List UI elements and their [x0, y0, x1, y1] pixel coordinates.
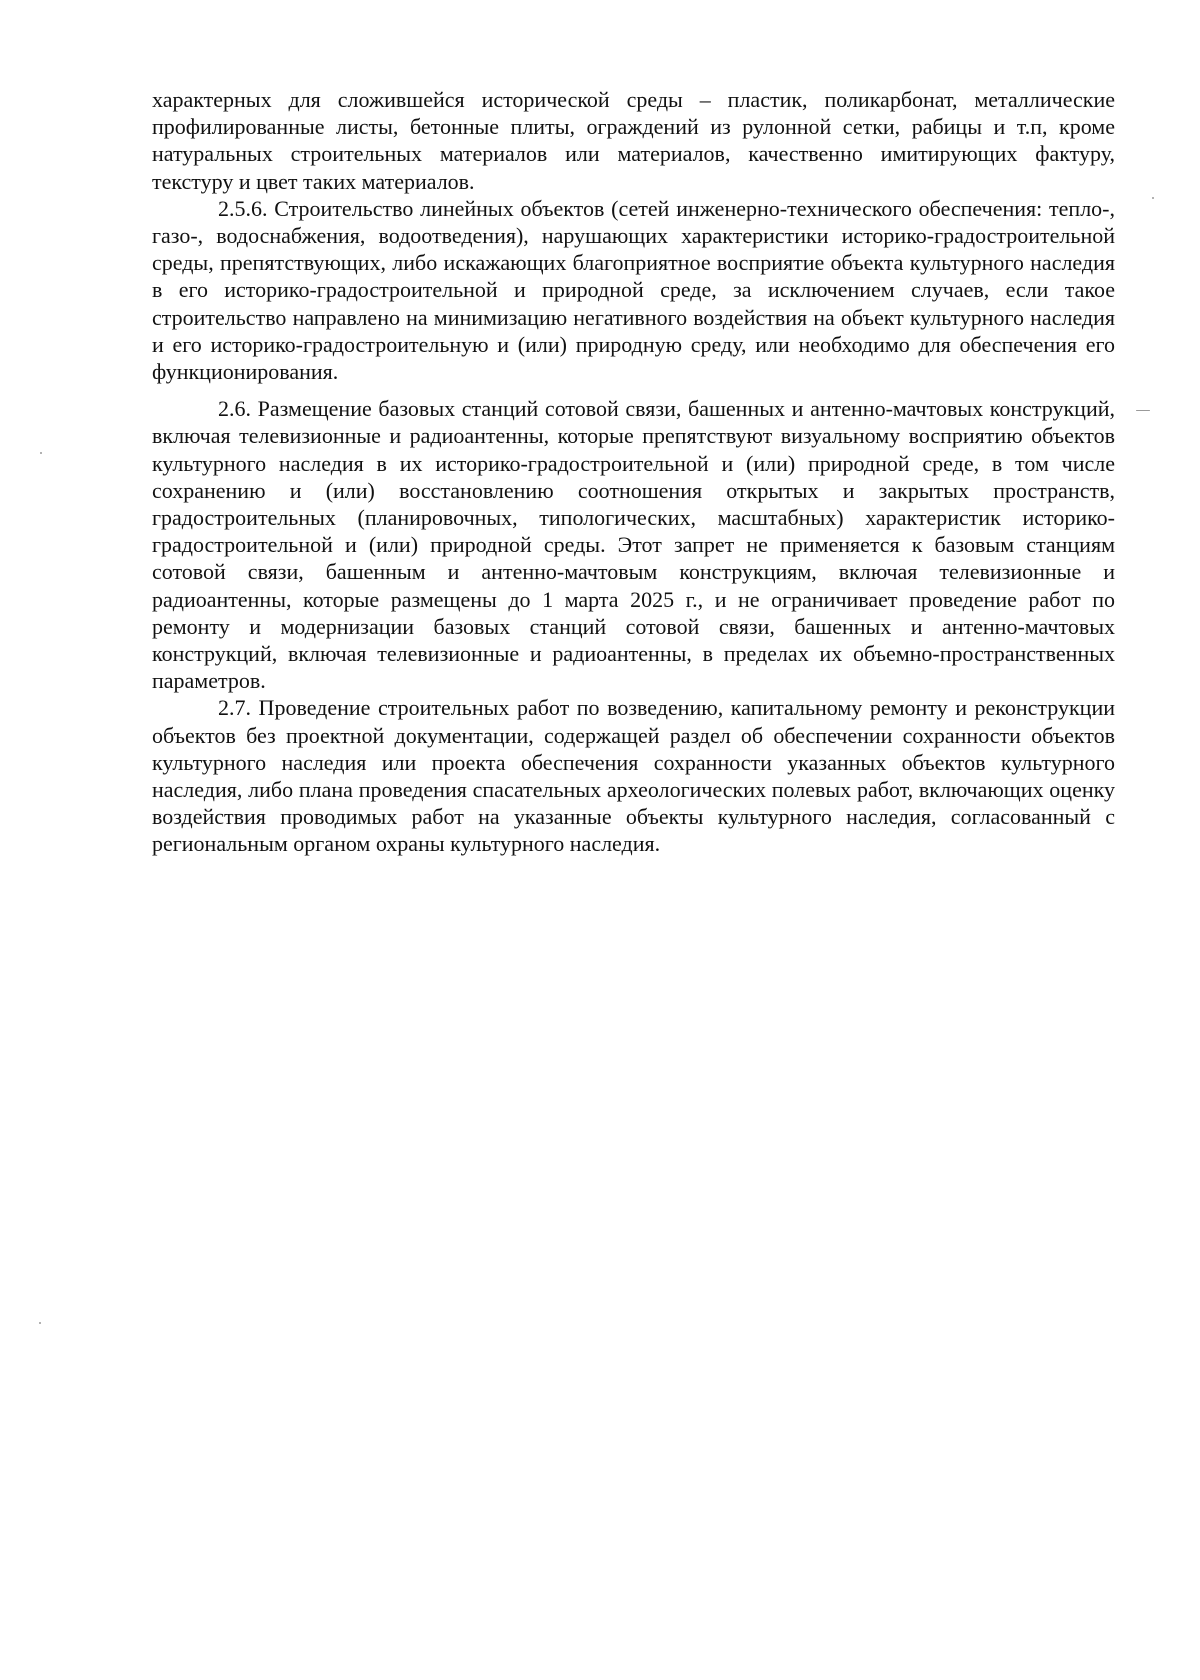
scan-speck [1152, 197, 1154, 199]
scan-speck [1136, 410, 1150, 411]
paragraph-2-5-6: 2.5.6. Строительство линейных объектов (сетей инженерно-технического обеспечения: тепло-, газо-, водоснабжения, водоотведения), нарушающих характеристики историко-градостроительной среды, препятствующих, либо искажающих благоприятное восприятие объекта культурного наследия в его историко-градостроительной и природной среде, за исключением случаев, если такое строительство направлено на минимизацию негативного воздействия на объект культурного наследия и его историко-градостроительную и (или) природную среду, или необходимо для обеспечения его функционирования. [152, 195, 1115, 385]
document-body [152, 86, 1115, 858]
paragraph-continuation: характерных для сложившейся исторической среды – пластик, поликарбонат, металлические профилированные листы, бетонные плиты, ограждений из рулонной сетки, рабицы и т.п, кроме натуральных строительных материалов или материалов, качественно имитирующих фактуру, текстуру и цвет таких материалов. [152, 87, 1115, 194]
scan-speck [39, 1322, 41, 1324]
scan-speck [40, 452, 42, 454]
paragraph-2-7: 2.7. Проведение строительных работ по возведению, капитальному ремонту и реконструкции объектов без проектной документации, содержащей раздел об обеспечении сохранности объектов культурного наследия или проекта обеспечения сохранности указанных объектов культурного наследия, либо плана проведения спасательных археологических полевых работ, включающих оценку воздействия проводимых работ на указанные объекты культурного наследия, согласованный с региональным органом охраны культурного наследия. [152, 695, 1115, 857]
paragraph-2-6: 2.6. Размещение базовых станций сотовой связи, башенных и антенно-мачтовых конструкций, включая телевизионные и радиоантенны, которые препятствуют визуальному восприятию объектов культурного наследия в их историко-градостроительной и (или) природной среде, в том числе сохранению и (или) восстановлению соотношения открытых и закрытых пространств, градостроительных (планировочных, типологических, масштабных) характеристик историко-градостроительной и (или) природной среды. Этот запрет не применяется к базовым станциям сотовой связи, башенным и антенно-мачтовым конструкциям, включая телевизионные и радиоантенны, которые размещены до 1 марта 2025 г., и не ограничивает проведение работ по ремонту и модернизации базовых станций сотовой связи, башенных и антенно-мачтовых конструкций, включая телевизионные и радиоантенны, в пределах их объемно-пространственных параметров. [152, 396, 1115, 694]
